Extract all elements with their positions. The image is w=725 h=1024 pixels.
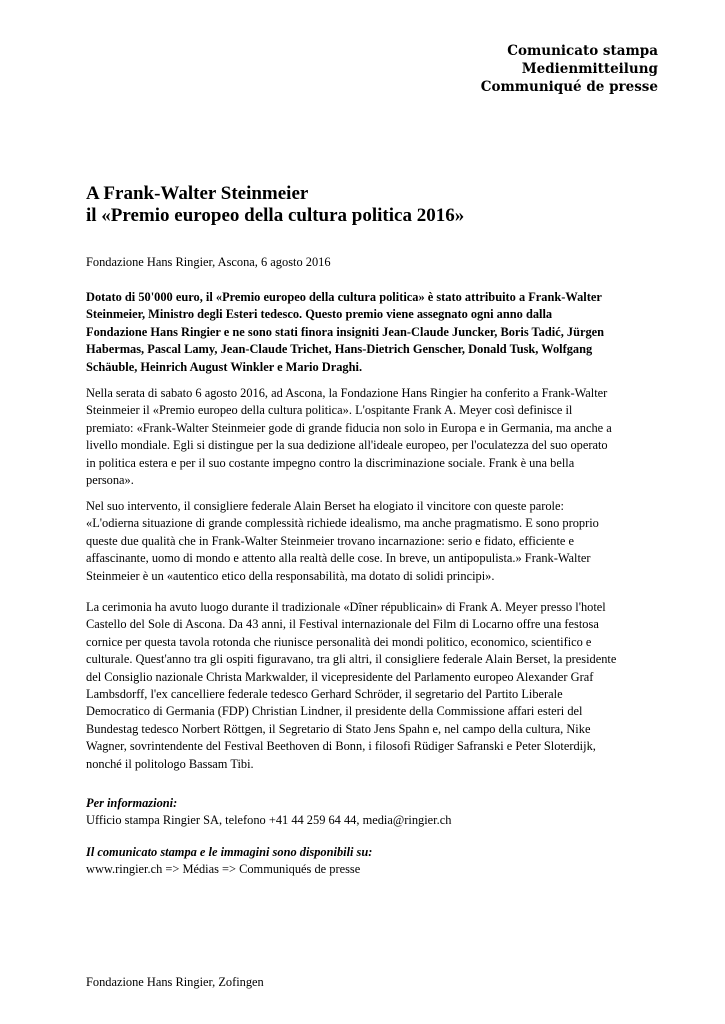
page-footer: Fondazione Hans Ringier, Zofingen	[86, 975, 264, 989]
paragraph-line: Nel suo intervento, il consigliere federale Alain Berset ha elogiato il vincitore con queste parole:	[86, 499, 564, 513]
body-paragraph-2	[86, 498, 646, 585]
paragraph-line: Wagner, sovrintendente del Festival Beethoven di Bonn, i filosofi Rüdiger Safranski e Peter Sloterdijk,	[86, 739, 596, 754]
lead-line: Habermas, Pascal Lamy, Jean-Claude Trichet, Hans-Dietrich Genscher, Donald Tusk, Wolfgang	[86, 342, 593, 357]
paragraph-line: livello mondiale. Egli si distingue per la sua dedizione all'ideale europeo, per l'oculatezza del suo operato	[86, 438, 608, 453]
lead-line: Schäuble, Heinrich August Winkler e Mario Draghi.	[86, 359, 363, 374]
paragraph-line: in politica estera e per il suo costante impegno contro la discriminazione sociale. Frank è una bella	[86, 455, 575, 470]
paragraph-line: cornice per questa tavola rotonda che riunisce personalità dei mondi politico, economico, scientifico e	[86, 634, 592, 649]
paragraph-line: Nella serata di sabato 6 agosto 2016, ad Ascona, la Fondazione Hans Ringier ha conferito a Frank-Walter	[86, 386, 608, 400]
info-text: Ufficio stampa Ringier SA, telefono +41 44 259 64 44, media@ringier.ch	[86, 813, 452, 828]
paragraph-line: Bundestag tedesco Norbert Röttgen, il Segretario di Stato Jens Spahn e, nel campo della cultura, Nike	[86, 721, 591, 736]
page-title	[86, 183, 646, 227]
body-paragraph-1	[86, 385, 646, 489]
header-line-german: Medienmitteilung	[521, 61, 658, 77]
paragraph-line: «L'odierna situazione di grande complessità richiede idealismo, ma anche pragmatismo. E sono proprio	[86, 516, 599, 531]
paragraph-line: Steinmeier è un «autentico etico della responsabilità, ma dotato di solidi principi».	[86, 568, 495, 583]
paragraph-line: queste due qualità che in Frank-Walter Steinmeier trovano incarnazione: serio e fidato, efficiente e	[86, 533, 575, 548]
paragraph-line: Lambsdorff, l'ex cancelliere federale tedesco Gerhard Schröder, il segretario del Partito Liberale	[86, 686, 563, 701]
paragraph-line: Steinmeier il «Premio europeo della cultura politica». L'ospitante Frank A. Meyer così definisce il	[86, 403, 573, 418]
paragraph-line: del Consiglio nazionale Christa Markwalder, il vicepresidente del Parlamento europeo Alexander Graf	[86, 669, 594, 684]
header-line-italian: Comunicato stampa	[507, 43, 658, 59]
paragraph-line: Castello del Sole di Ascona. Da 43 anni, il Festival internazionale del Film di Locarno offre una festosa	[86, 617, 599, 632]
lead-paragraph	[86, 289, 646, 376]
dateline: Fondazione Hans Ringier, Ascona, 6 agosto 2016	[86, 255, 331, 269]
lead-line: Fondazione Hans Ringier e ne sono stati finora insigniti Jean-Claude Juncker, Boris Tadić, Jürgen	[86, 324, 605, 339]
paragraph-line: affascinante, uomo di mondo e attento alla realtà delle cose. In breve, un antipopulista.» Frank-Walter	[86, 551, 591, 566]
paragraph-line: La cerimonia ha avuto luogo durante il tradizionale «Dîner républicain» di Frank A. Meyer presso l'hotel	[86, 600, 606, 614]
availability-heading: Il comunicato stampa e le immagini sono disponibili su:	[86, 844, 373, 859]
lead-line: Steinmeier, Ministro degli Esteri tedesco. Questo premio viene assegnato ogni anno dalla	[86, 307, 553, 322]
header-line-french: Communiqué de presse	[480, 79, 658, 95]
body-paragraph-3	[86, 599, 646, 773]
title-line-1: A Frank-Walter Steinmeier	[86, 183, 309, 204]
paragraph-line: premiato: «Frank-Walter Steinmeier gode di grande fiducia non solo in Europa e in Germania, ma anche a	[86, 420, 612, 435]
info-heading: Per informazioni:	[86, 796, 178, 810]
paragraph-line: Democratico di Germania (FDP) Christian Lindner, il presidente della Commissione affari esteri del	[86, 704, 583, 719]
availability-text: www.ringier.ch => Médias => Communiqués de presse	[86, 862, 361, 877]
title-line-2: il «Premio europeo della cultura politica 2016»	[86, 205, 465, 226]
document-header	[481, 42, 658, 96]
lead-line: Dotato di 50'000 euro, il «Premio europeo della cultura politica» è stato attribuito a Frank-Walter	[86, 290, 602, 304]
contact-section	[86, 795, 646, 879]
spacer	[86, 830, 646, 844]
paragraph-line: culturale. Quest'anno tra gli ospiti figuravano, tra gli altri, il consigliere federale Alain Berset, la presidente	[86, 652, 617, 667]
paragraph-line: nonché il politologo Bassam Tibi.	[86, 756, 254, 771]
paragraph-line: persona».	[86, 472, 134, 487]
